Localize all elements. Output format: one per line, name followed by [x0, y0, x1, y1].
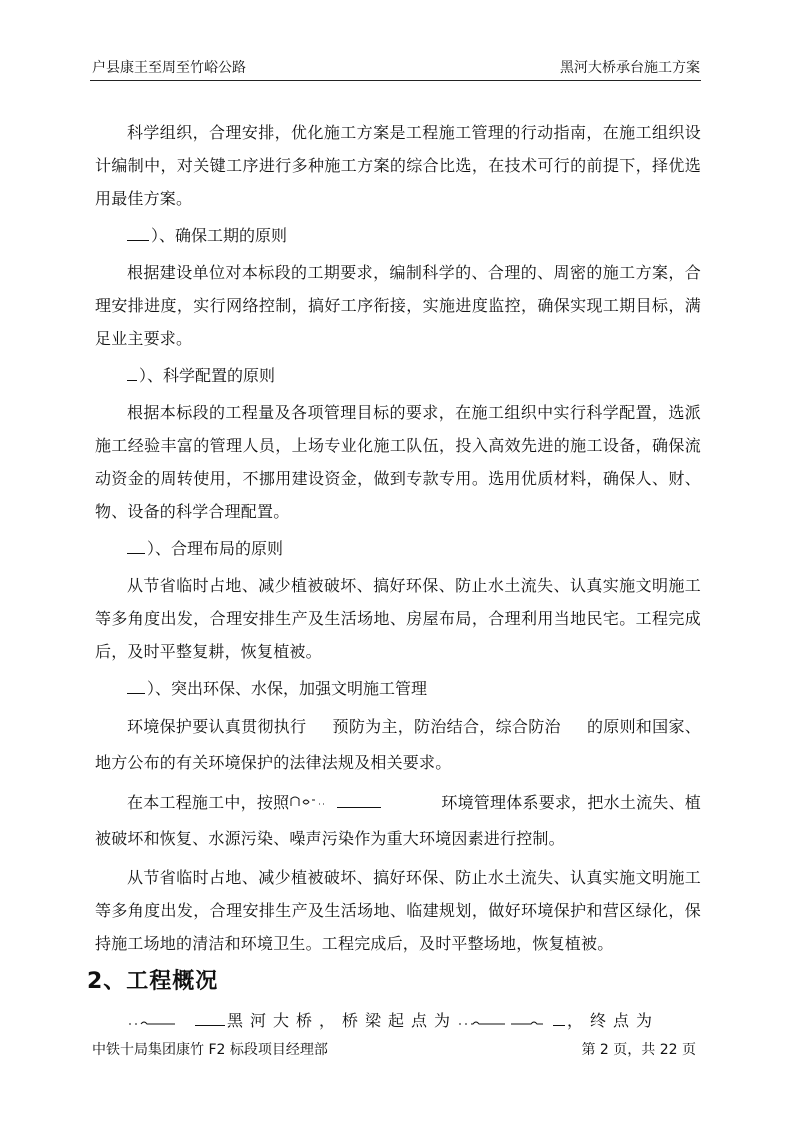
page-header	[92, 58, 700, 82]
heading-layout-principle	[95, 532, 701, 565]
heading-layout-text: ）、合理布局的原则	[147, 539, 284, 558]
section-title-project-overview: 2、工程概况	[87, 969, 219, 994]
overview-start-text: 黑河大桥，桥梁起点为	[227, 1011, 458, 1030]
heading-environment-protection	[95, 672, 701, 705]
blank-end-field	[553, 1013, 565, 1026]
blank-number-field	[127, 368, 137, 381]
document-body	[87, 116, 702, 1036]
overview-first-line	[95, 1006, 701, 1036]
heading-environment-text: ）、突出环保、水保，加强文明施工管理	[147, 679, 428, 698]
policy-text-quote: 预防为主，防治结合，综合防治	[332, 717, 561, 736]
heading-schedule-principle	[95, 219, 701, 252]
paragraph-configuration: 根据本标段的工程量及各项管理目标的要求，在施工组织中实行科学配置，选派施工经验丰富的管理人员，上场专业化施工队伍，投入高效先进的施工设备，确保流动资金的周转使用，不挪用建设资金，做到专款专用。选用优质材料，确保人、财、物、设备的科学合理配置。	[95, 403, 701, 521]
garbled-field-mark	[127, 1014, 179, 1026]
blank-number-field	[127, 541, 145, 554]
blank-number-field	[127, 681, 145, 694]
system-text-end: 环境管理体系要求，把水土流失、植被破坏和恢复、水源污染、噪声污染作为重大环境因素进行控制。	[95, 793, 701, 848]
heading-configuration-text: ）、科学配置的原则	[139, 366, 276, 385]
garbled-start-point	[457, 1014, 509, 1026]
blank-number-field	[127, 228, 149, 241]
garbled-standard-code	[289, 794, 337, 808]
system-text-start: 在本工程施工中，按照	[127, 793, 290, 812]
footer-organization: 中铁十局集团康竹 F2 标段项目经理部	[92, 1042, 328, 1058]
header-divider	[90, 80, 701, 81]
paragraph-environment-policy	[95, 709, 701, 781]
paragraph-site-management: 从节省临时占地、减少植被破坏、搞好环保、防止水土流失、认真实施文明施工等多角度出发，合理安排生产及生活场地、临建规划，做好环境保护和营区绿化，保持施工场地的清洁和环境卫生。工程完成后，及时平整场地，恢复植被。	[95, 868, 701, 953]
paragraph-schedule: 根据建设单位对本标段的工期要求，编制科学的、合理的、周密的施工方案，合理安排进度，实行网络控制，搞好工序衔接，实施进度监控，确保实现工期目标，满足业主要求。	[95, 263, 701, 348]
overview-end-text: ，终点为	[567, 1011, 660, 1030]
header-document-title: 黑河大桥承台施工方案	[560, 60, 700, 76]
policy-text-end: 的原则和国家、地方公布的有关环境保护的法律法规及相关要求。	[95, 717, 702, 772]
blank-bridge-name-field	[195, 1013, 225, 1026]
header-project-name: 户县康王至周至竹峪公路	[92, 60, 246, 76]
heading-schedule-text: ）、确保工期的原则	[151, 226, 288, 245]
paragraph-environment-system	[95, 785, 701, 857]
footer-page-number: 第 2 页，共 22 页	[581, 1042, 696, 1058]
blank-standard-field	[337, 795, 381, 808]
paragraph-scientific-organization: 科学组织，合理安排，优化施工方案是工程施工管理的行动指南，在施工组织设计编制中，对关键工序进行多种施工方案的综合比选，在技术可行的前提下，择优选用最佳方案。	[95, 123, 701, 208]
garbled-start-point-suffix	[509, 1014, 553, 1026]
heading-configuration-principle	[95, 359, 701, 392]
policy-text-start: 环境保护要认真贯彻执行	[127, 717, 307, 736]
paragraph-layout: 从节省临时占地、减少植被破坏、搞好环保、防止水土流失、认真实施文明施工等多角度出发，合理安排生产及生活场地、房屋布局，合理利用当地民宅。工程完成后，及时平整复耕，恢复植被。	[95, 576, 701, 661]
